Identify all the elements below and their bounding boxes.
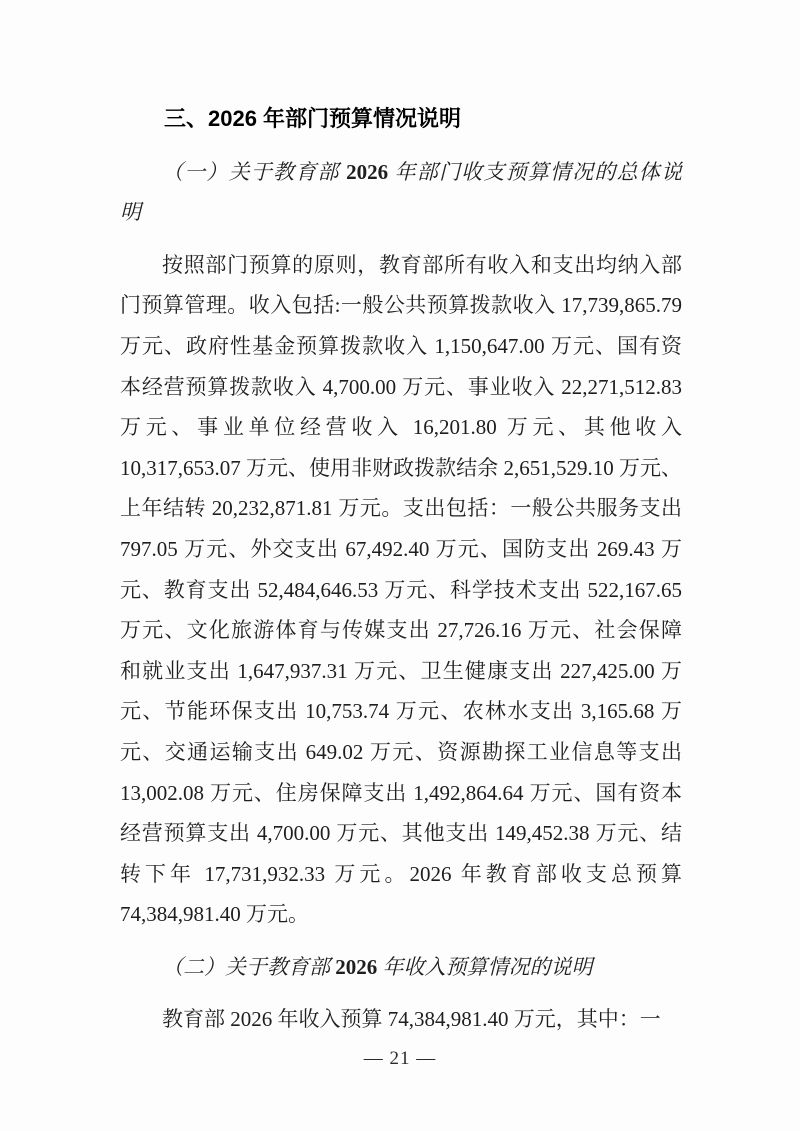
text-run: 经营预算支出 4,700.00 万元、其他支出 149,452.38 万元、结 [120,821,682,846]
paragraph-overall-budget-line [120,326,682,367]
text-run: 万元、政府性基金预算拨款收入 1,150,647.00 万元、国有资 [120,333,682,358]
text-run: 教育部 2026 年收入预算 74,384,981.40 万元，其中：一 [162,1007,661,1032]
subsection-heading-1-line [120,192,682,233]
paragraph-overall-budget-line [120,529,682,570]
text-run: 按照部门预算的原则，教育部所有收入和支出均纳入部 [162,252,682,277]
bold-text-run: 2026 [346,159,389,184]
paragraph-overall-budget-line [120,651,682,692]
paragraph-overall-budget-line [120,488,682,529]
text-run: 转下年 17,731,932.33 万元。2026 年教育部收支总预算 [120,861,682,886]
paragraph-overall-budget [120,245,682,935]
text-run: 元、交通运输支出 649.02 万元、资源勘探工业信息等支出 [120,739,682,764]
document-body [120,99,682,1040]
text-run: 10,317,653.07 万元、使用非财政拨款结余 2,651,529.10 万元、 [120,455,682,480]
section-heading-line [120,99,682,140]
text-run: 年部门收支预算情况的总体说 [388,159,683,184]
bold-text-run: 2026 [335,954,378,979]
text-run: 三、2026 年部门预算情况说明 [164,106,462,131]
paragraph-overall-budget-line [120,773,682,814]
paragraph-overall-budget-line [120,732,682,773]
paragraph-overall-budget-line [120,854,682,895]
paragraph-overall-budget-line [120,691,682,732]
subsection-heading-2 [120,947,682,988]
text-run: 74,384,981.40 万元。 [120,902,309,927]
subsection-heading-2-line [120,947,682,988]
paragraph-income-budget [120,999,682,1040]
paragraph-overall-budget-line [120,367,682,408]
paragraph-overall-budget-line [120,407,682,448]
subsection-heading-1-line [120,152,682,193]
text-run: 万元、事业单位经营收入 16,201.80 万元、其他收入 [120,415,682,440]
paragraph-overall-budget-line [120,245,682,286]
page-number: — 21 — [363,1048,437,1069]
text-run: 797.05 万元、外交支出 67,492.40 万元、国防支出 269.43 万 [120,536,682,561]
section-heading [120,99,682,140]
text-run: 13,002.08 万元、住房保障支出 1,492,864.64 万元、国有资本 [120,780,682,805]
text-run: 万元、文化旅游体育与传媒支出 27,726.16 万元、社会保障 [120,618,682,643]
paragraph-overall-budget-line [120,813,682,854]
subsection-heading-1 [120,152,682,233]
text-run: 本经营预算拨款收入 4,700.00 万元、事业收入 22,271,512.83 [120,374,682,399]
paragraph-income-budget-line [120,999,682,1040]
text-run: 上年结转 20,232,871.81 万元。支出包括：一般公共服务支出 [120,496,682,521]
text-run: （二）关于教育部 [162,954,336,979]
paragraph-overall-budget-line [120,448,682,489]
text-run: 门预算管理。收入包括:一般公共预算拨款收入 17,739,865.79 [120,293,682,318]
paragraph-overall-budget-line [120,894,682,935]
text-run: 元、教育支出 52,484,646.53 万元、科学技术支出 522,167.65 [120,577,682,602]
text-run: 年收入预算情况的说明 [377,954,593,979]
text-run: 明 [120,200,141,225]
paragraph-overall-budget-line [120,610,682,651]
text-run: 和就业支出 1,647,937.31 万元、卫生健康支出 227,425.00 万 [120,658,682,683]
text-run: （一）关于教育部 [162,159,347,184]
paragraph-overall-budget-line [120,570,682,611]
text-run: 元、节能环保支出 10,753.74 万元、农林水支出 3,165.68 万 [120,699,682,724]
paragraph-overall-budget-line [120,285,682,326]
